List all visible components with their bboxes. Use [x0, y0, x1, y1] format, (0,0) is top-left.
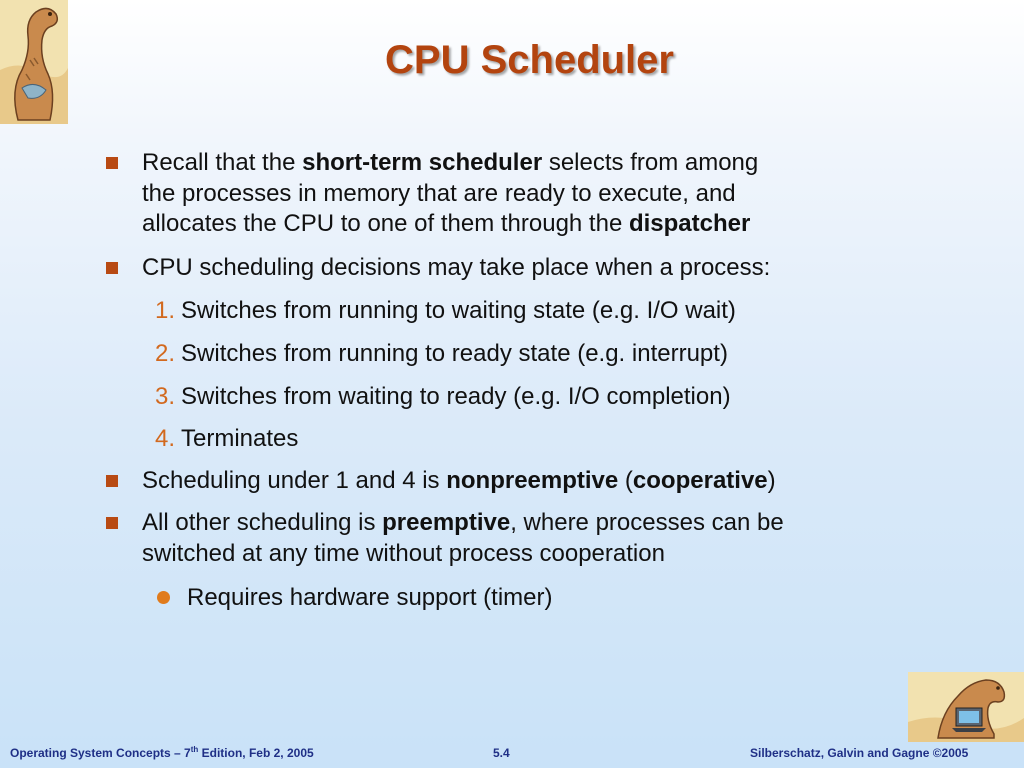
- footer-copyright: Silberschatz, Galvin and Gagne ©2005: [750, 746, 969, 760]
- superscript: th: [190, 745, 199, 754]
- bold-term: short-term scheduler: [302, 149, 543, 176]
- text: , where processes can be: [510, 509, 784, 536]
- bold-term: dispatcher: [628, 210, 751, 237]
- bullet-item: [142, 148, 922, 240]
- item-number: 2.: [155, 340, 176, 367]
- text: Switches from running to waiting state (e.g. I/O wait): [181, 297, 736, 324]
- text: Scheduling under 1 and 4 is: [142, 467, 447, 494]
- text: Edition, Feb 2, 2005: [198, 746, 314, 760]
- bullet-item: CPU scheduling decisions may take place when a process:: [142, 254, 771, 281]
- item-number: 1.: [155, 297, 176, 324]
- numbered-item: [155, 424, 915, 455]
- text: (: [618, 467, 633, 494]
- footer-page-number: 5.4: [493, 746, 510, 760]
- text: selects from among: [542, 149, 759, 176]
- bullet-item: [142, 508, 922, 569]
- bullet-line: [142, 179, 922, 210]
- item-number: 4.: [155, 425, 176, 452]
- text: ): [767, 467, 776, 494]
- text: Switches from waiting to ready (e.g. I/O completion): [181, 383, 731, 410]
- bullet-item: [142, 466, 922, 497]
- bullet-line: [142, 508, 922, 539]
- text: Recall that the: [142, 149, 303, 176]
- footer-book-title: [10, 746, 314, 760]
- square-bullet-icon: [106, 262, 118, 274]
- dinosaur-laptop-illustration: [908, 672, 1024, 742]
- item-number: 3.: [155, 383, 176, 410]
- text: Terminates: [181, 425, 299, 452]
- bold-term: preemptive: [382, 509, 511, 536]
- round-bullet-icon: [157, 591, 170, 604]
- text: switched at any time without process cooperation: [142, 539, 665, 567]
- bullet-line: [142, 148, 922, 179]
- square-bullet-icon: [106, 157, 118, 169]
- numbered-item: [155, 339, 915, 370]
- text: Switches from running to ready state (e.g. interrupt): [181, 340, 728, 367]
- bold-term: cooperative: [632, 467, 768, 494]
- text: All other scheduling is: [142, 509, 383, 536]
- sub-bullet-item: Requires hardware support (timer): [187, 584, 553, 611]
- slide-title: CPU Scheduler: [385, 38, 674, 82]
- bullet-line: [142, 209, 922, 240]
- bold-term: nonpreemptive: [446, 467, 619, 494]
- text: the processes in memory that are ready to execute, and: [142, 179, 736, 207]
- numbered-item: [155, 382, 915, 413]
- square-bullet-icon: [106, 475, 118, 487]
- square-bullet-icon: [106, 517, 118, 529]
- text: Operating System Concepts – 7: [10, 746, 191, 760]
- bullet-line: [142, 539, 922, 570]
- text: allocates the CPU to one of them through the: [142, 210, 629, 237]
- numbered-item: [155, 296, 915, 327]
